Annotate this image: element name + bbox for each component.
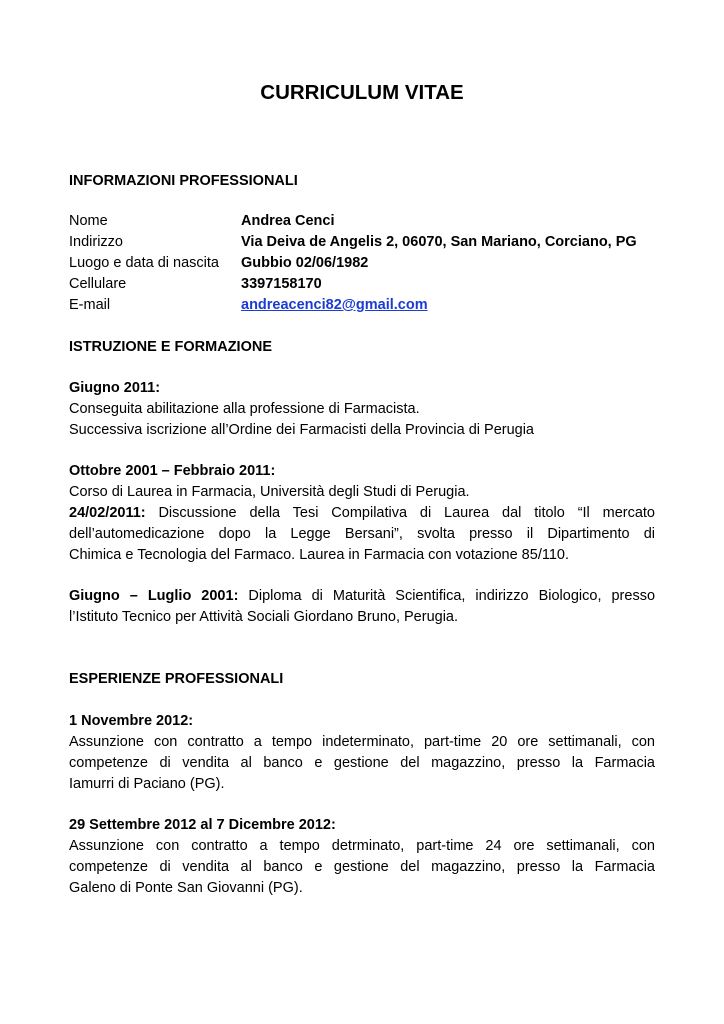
entry-sub-date: 24/02/2011: (69, 505, 146, 521)
value-luogo-data: Gubbio 02/06/1982 (241, 255, 369, 271)
entry-text-line (69, 503, 655, 524)
entry-text: Discussione della Tesi Compilativa di Laurea dal titolo “Il mercato (158, 505, 655, 521)
entry-text: Galeno di Ponte San Giovanni (PG). (69, 880, 303, 896)
label-nome: Nome (69, 213, 108, 229)
label-luogo-data: Luogo e data di nascita (69, 255, 219, 271)
entry-date: 1 Novembre 2012: (69, 713, 194, 729)
entry-date: Giugno – Luglio 2001: (69, 588, 239, 604)
value-indirizzo: Via Deiva de Angelis 2, 06070, San Mariano, Corciano, PG (241, 234, 637, 250)
entry-text: Assunzione con contratto a tempo indeterminato, part-time 20 ore settimanali, con (69, 734, 655, 750)
experience-entry-galeno (69, 815, 655, 899)
section-heading-experience: ESPERIENZE PROFESSIONALI (69, 671, 284, 687)
entry-text: dell’automedicazione dopo la Legge Bersani”, svolta presso il Dipartimento di (69, 526, 655, 542)
entry-text: Corso di Laurea in Farmacia, Università degli Studi di Perugia. (69, 484, 470, 500)
entry-date: Ottobre 2001 – Febbraio 2011: (69, 463, 276, 479)
education-entry-laurea (69, 461, 655, 566)
label-indirizzo: Indirizzo (69, 234, 123, 250)
entry-text: l’Istituto Tecnico per Attività Sociali Giordano Bruno, Perugia. (69, 609, 459, 625)
entry-text: Diploma di Maturità Scientifica, indirizzo Biologico, presso (248, 588, 656, 604)
entry-date: Giugno 2011: (69, 380, 161, 396)
value-nome: Andrea Cenci (241, 213, 335, 229)
entry-text: competenze di vendita al banco e gestione del magazzino, presso la Farmacia (69, 859, 655, 875)
label-email: E-mail (69, 297, 111, 313)
entry-date: 29 Settembre 2012 al 7 Dicembre 2012: (69, 817, 336, 833)
education-entry-2011 (69, 378, 655, 441)
section-heading-info: INFORMAZIONI PROFESSIONALI (69, 173, 298, 189)
value-cellulare: 3397158170 (241, 276, 322, 292)
document-title: CURRICULUM VITAE (260, 81, 464, 104)
entry-text: Iamurri di Paciano (PG). (69, 776, 225, 792)
education-entry-diploma (69, 586, 655, 628)
email-link[interactable]: andreacenci82@gmail.com (241, 297, 428, 313)
entry-text: Chimica e Tecnologia del Farmaco. Laurea in Farmacia con votazione 85/110. (69, 547, 569, 563)
entry-text-line (69, 586, 655, 607)
section-heading-education: ISTRUZIONE E FORMAZIONE (69, 339, 272, 355)
entry-text: Assunzione con contratto a tempo detrminato, part-time 24 ore settimanali, con (69, 838, 655, 854)
entry-text: Successiva iscrizione all’Ordine dei Farmacisti della Provincia di Perugia (69, 422, 534, 438)
entry-text: Conseguita abilitazione alla professione di Farmacista. (69, 401, 420, 417)
label-cellulare: Cellulare (69, 276, 127, 292)
entry-text: competenze di vendita al banco e gestione del magazzino, presso la Farmacia (69, 755, 655, 771)
experience-entry-iamurri (69, 711, 655, 795)
